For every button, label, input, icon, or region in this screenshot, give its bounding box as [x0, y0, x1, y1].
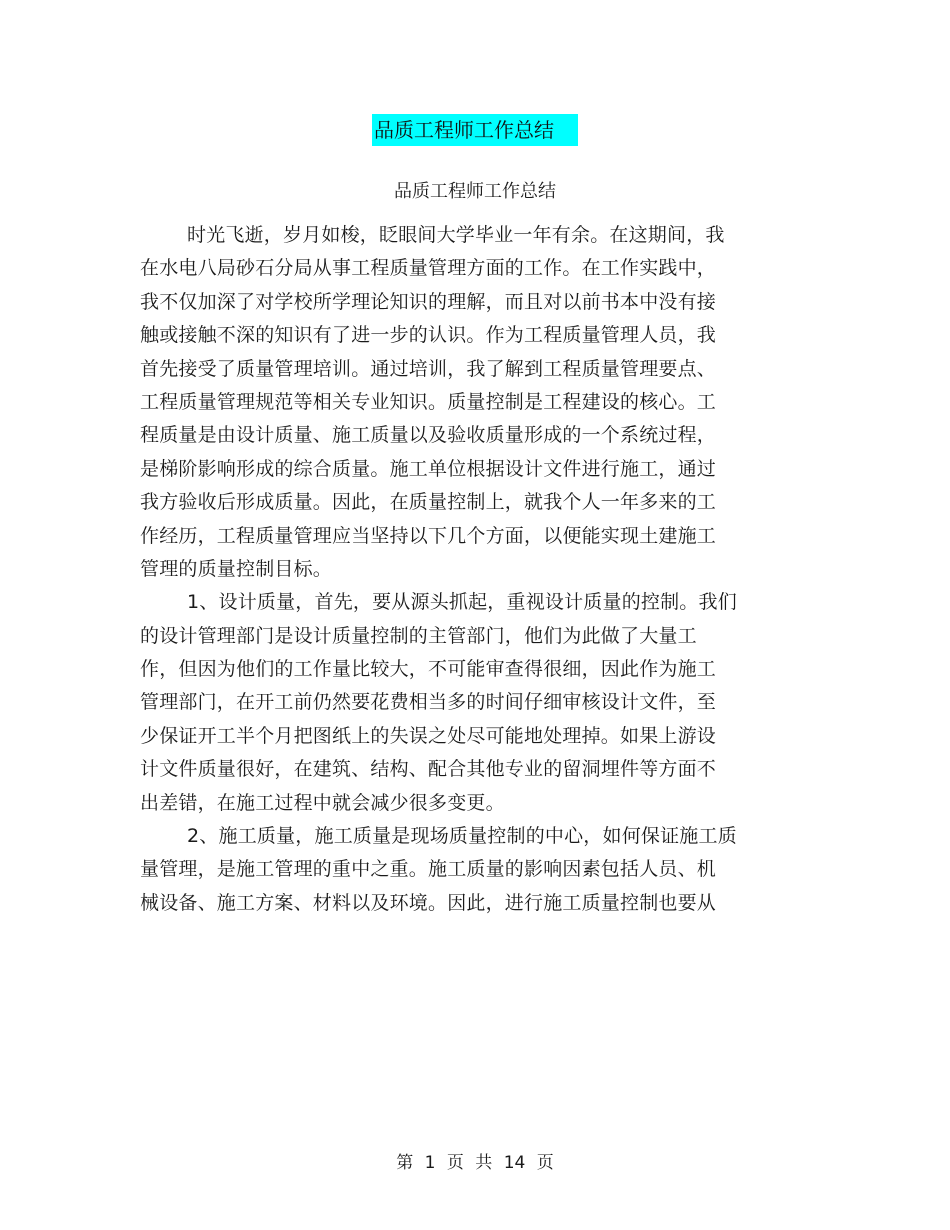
text-line: 出差错，在施工过程中就会减少很多变更。 — [140, 791, 505, 814]
text-line: 程质量是由设计质量、施工质量以及验收质量形成的一个系统过程， — [140, 424, 717, 447]
text-line: 的设计管理部门是设计质量控制的主管部门，他们为此做了大量工 — [140, 624, 697, 647]
text-line: 作，但因为他们的工作量比较大，不可能审查得很细，因此作为施工 — [140, 658, 717, 681]
text-line: 是梯阶影响形成的综合质量。施工单位根据设计文件进行施工，通过 — [140, 457, 717, 480]
text-line: 管理的质量控制目标。 — [140, 557, 333, 580]
document-title: 品质工程师工作总结 — [372, 114, 578, 146]
document-subtitle: 品质工程师工作总结 — [394, 181, 556, 202]
text-line: 计文件质量很好，在建筑、结构、配合其他专业的留洞埋件等方面不 — [140, 758, 717, 781]
text-line: 2、施工质量，施工质量是现场质量控制的中心，如何保证施工质 — [187, 825, 737, 848]
title-container — [0, 114, 950, 146]
text-line: 管理部门，在开工前仍然要花费相当多的时间仔细审核设计文件，至 — [140, 691, 717, 714]
text-line: 我方验收后形成质量。因此，在质量控制上，就我个人一年多来的工 — [140, 491, 717, 514]
text-line: 械设备、施工方案、材料以及环境。因此，进行施工质量控制也要从 — [140, 891, 717, 914]
text-line: 量管理，是施工管理的重中之重。施工质量的影响因素包括人员、机 — [140, 858, 717, 881]
text-line: 少保证开工半个月把图纸上的失误之处尽可能地处理掉。如果上游设 — [140, 724, 717, 747]
text-line: 触或接触不深的知识有了进一步的认识。作为工程质量管理人员，我 — [140, 324, 717, 347]
body-text — [140, 219, 770, 920]
text-line: 工程质量管理规范等相关专业知识。质量控制是工程建设的核心。工 — [140, 390, 717, 413]
text-line: 在水电八局砂石分局从事工程质量管理方面的工作。在工作实践中， — [140, 257, 717, 280]
text-line: 1、设计质量，首先，要从源头抓起，重视设计质量的控制。我们 — [187, 591, 737, 614]
text-line: 首先接受了质量管理培训。通过培训，我了解到工程质量管理要点、 — [140, 357, 717, 380]
page-footer: 第 1 页 共 14 页 — [396, 1153, 554, 1173]
text-line: 时光飞逝，岁月如梭，眨眼间大学毕业一年有余。在这期间，我 — [187, 224, 725, 246]
text-line: 我不仅加深了对学校所学理论知识的理解，而且对以前书本中没有接 — [140, 290, 717, 313]
text-line: 作经历，工程质量管理应当坚持以下几个方面，以便能实现土建施工 — [140, 524, 717, 547]
